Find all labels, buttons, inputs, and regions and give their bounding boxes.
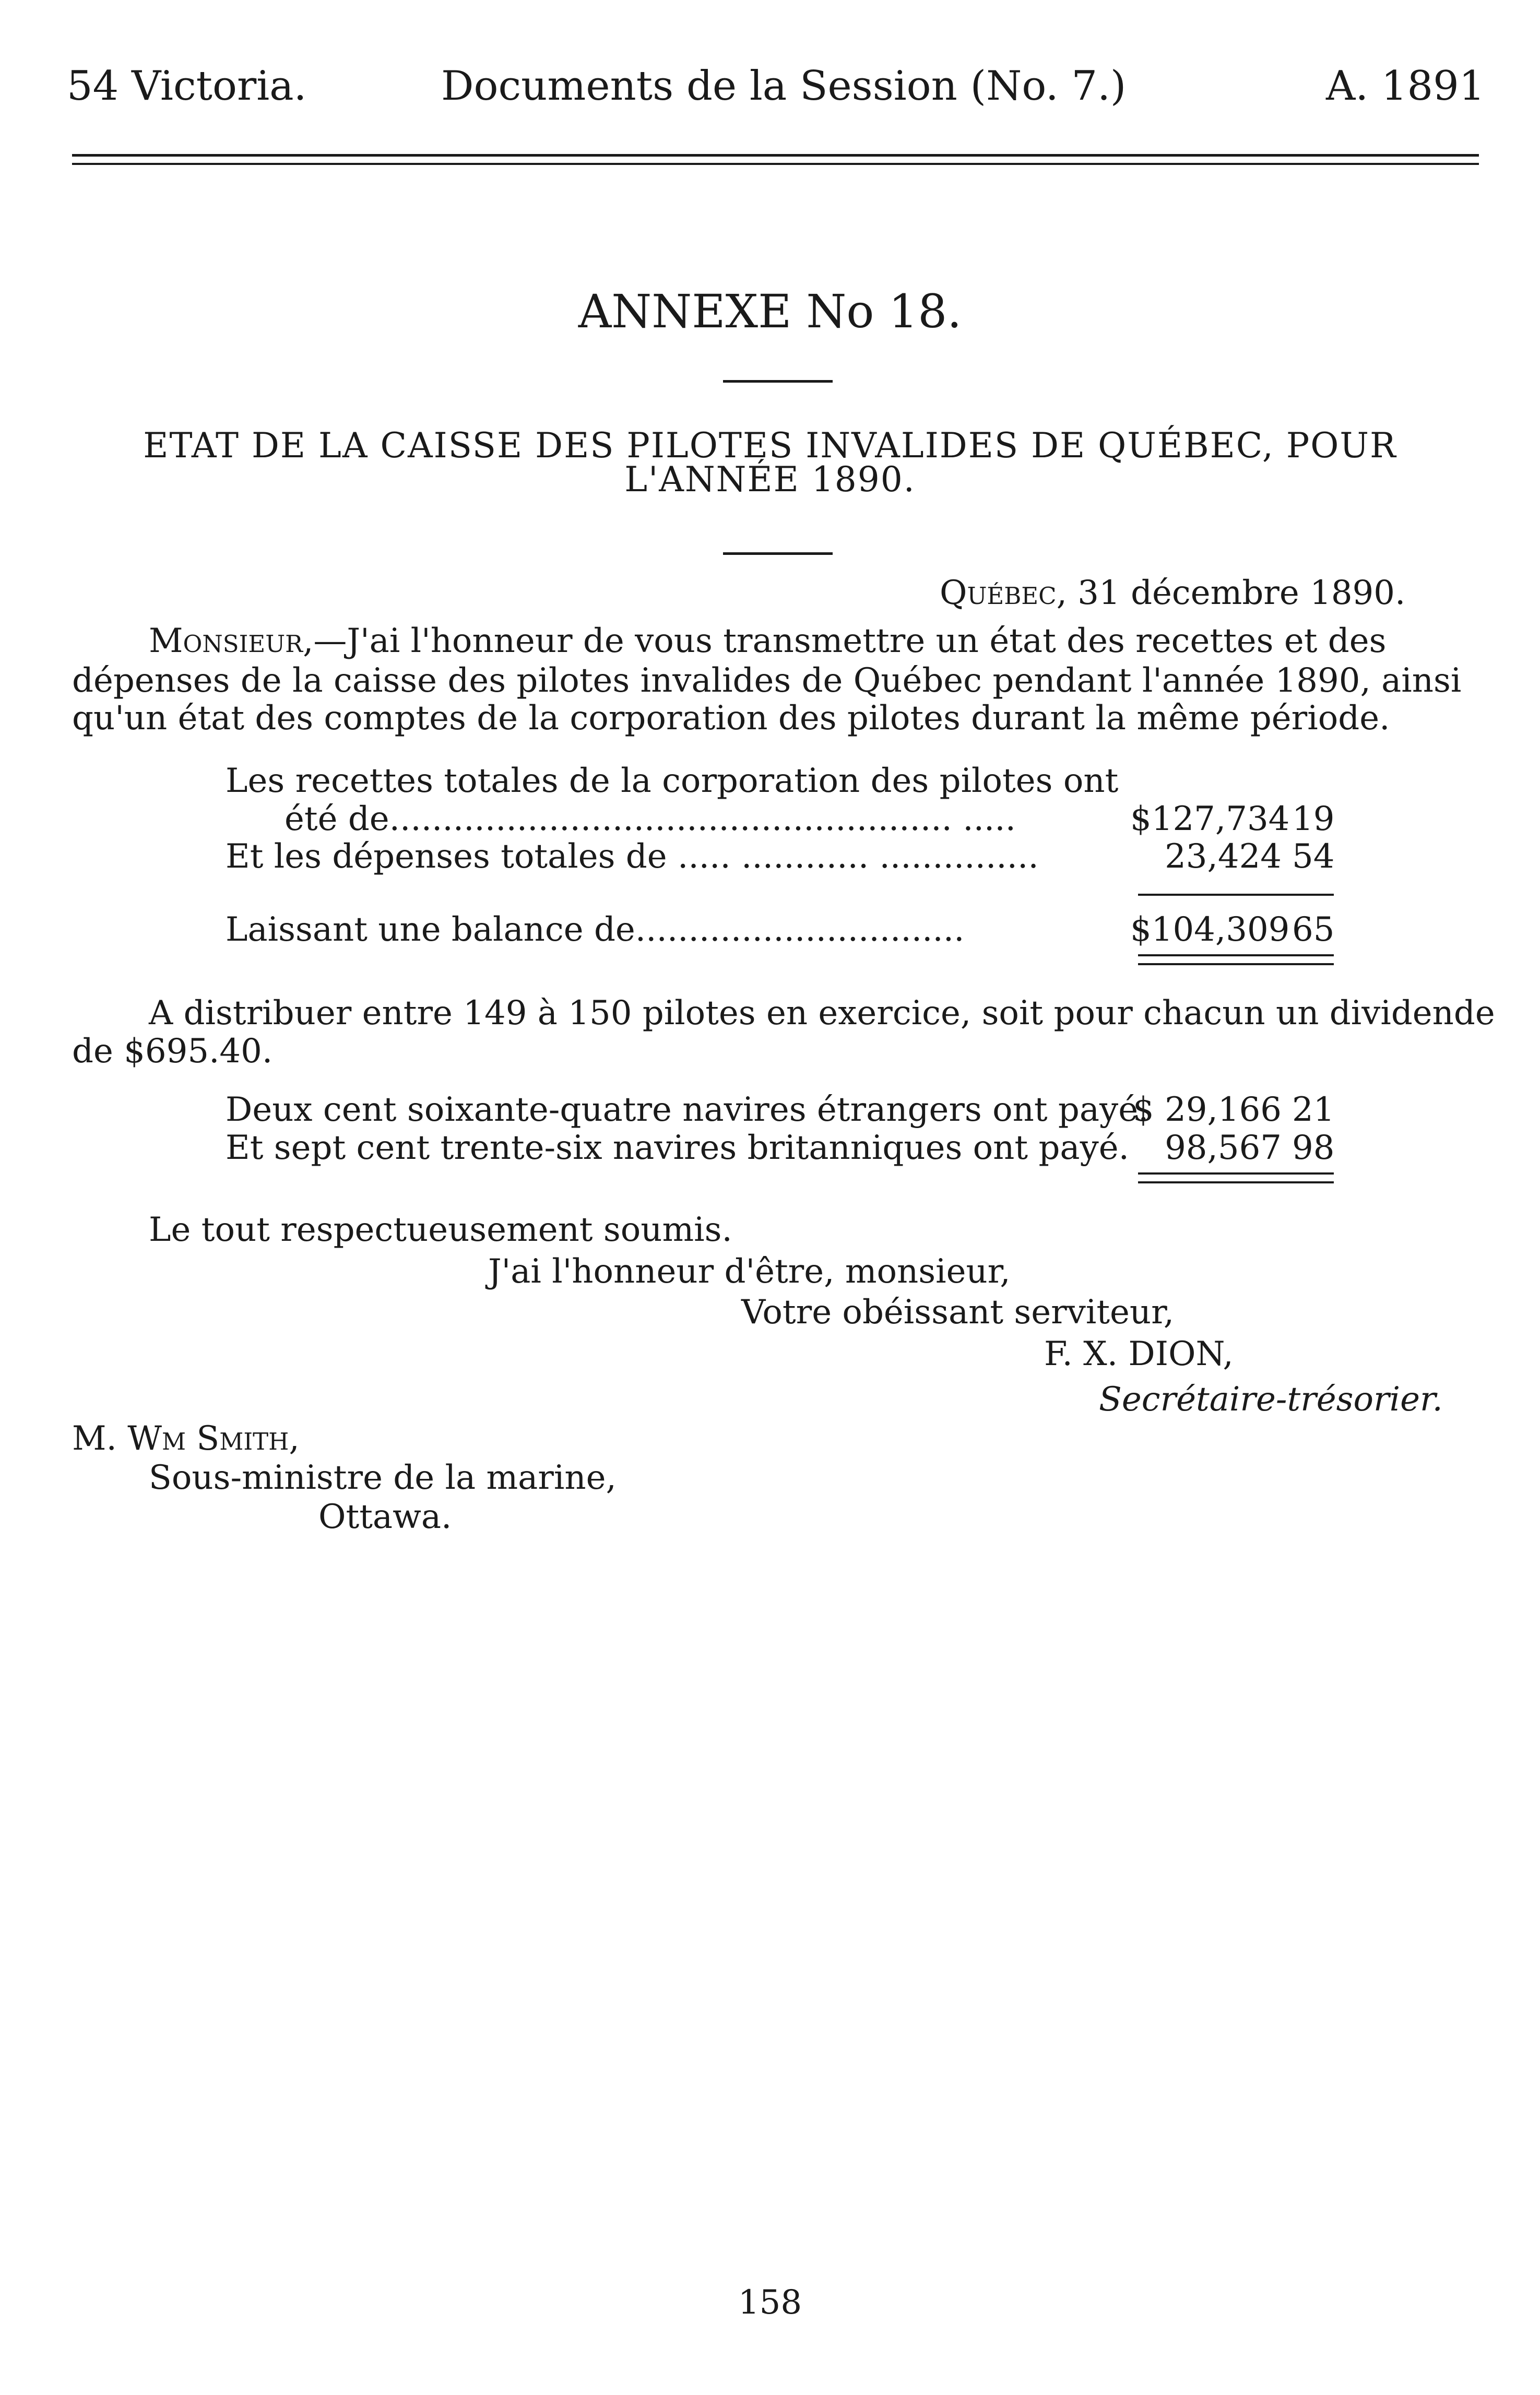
balance-dollars: $104,309 bbox=[1130, 910, 1290, 949]
header-right: A. 1891 bbox=[1326, 63, 1485, 110]
dateline-date: , 31 décembre 1890. bbox=[1056, 574, 1406, 612]
subtitle-line2: L'ANNÉE 1890. bbox=[624, 459, 916, 500]
page-number: 158 bbox=[738, 2283, 802, 2322]
ships-foreign-dollars: $ 29,166 bbox=[1133, 1090, 1282, 1129]
letter-para1-l1: ,—J'ai l'honneur de vous transmettre un état des recettes et des bbox=[303, 622, 1387, 660]
receipts-label-l1: Les recettes totales de la corporation des pilotes ont bbox=[226, 762, 1119, 800]
addressee-city: Ottawa. bbox=[318, 1498, 452, 1536]
receipts-dollars: $127,734 bbox=[1130, 800, 1290, 838]
closing-line3: Votre obéissant serviteur, bbox=[741, 1293, 1175, 1332]
salutation: Monsieur bbox=[149, 622, 303, 660]
balance-cents: 65 bbox=[1292, 910, 1335, 949]
distribution-l2: de $695.40. bbox=[72, 1032, 273, 1071]
subtotal-rule bbox=[1138, 894, 1334, 896]
dateline-place: Québec bbox=[940, 574, 1057, 612]
dateline bbox=[940, 574, 1405, 613]
header-left: 54 Victoria. bbox=[67, 63, 307, 110]
closing-line1: Le tout respectueusement soumis. bbox=[149, 1211, 732, 1249]
letter-line3: qu'un état des comptes de la corporation des pilotes durant la même période. bbox=[72, 699, 1390, 738]
closing-line2: J'ai l'honneur d'être, monsieur, bbox=[488, 1252, 1011, 1291]
balance-label: Laissant une balance de............................... bbox=[226, 910, 965, 949]
title-rule bbox=[723, 380, 833, 383]
ships-foreign-label: Deux cent soixante-quatre navires étrangers ont payé. bbox=[226, 1090, 1149, 1129]
signature-role: Secrétaire-trésorier. bbox=[1099, 1380, 1443, 1419]
ships-rule-2 bbox=[1138, 1181, 1334, 1183]
ships-british-dollars: 98,567 bbox=[1165, 1129, 1282, 1167]
expenses-dollars: 23,424 bbox=[1165, 837, 1282, 876]
header-rule-top bbox=[72, 154, 1479, 157]
signature: F. X. DION, bbox=[1044, 1335, 1234, 1373]
page-title: ANNEXE No 18. bbox=[578, 284, 962, 338]
letter-line1 bbox=[149, 622, 1386, 661]
addressee-title: Sous-ministre de la marine, bbox=[149, 1459, 617, 1497]
ships-rule-1 bbox=[1138, 1172, 1334, 1175]
receipts-label-l2: été de..................................................... ..... bbox=[285, 800, 1016, 838]
receipts-cents: 19 bbox=[1292, 800, 1335, 838]
subtitle-line1: ETAT DE LA CAISSE DES PILOTES INVALIDES DE QUÉBEC, POUR bbox=[143, 425, 1397, 466]
balance-rule-1 bbox=[1138, 954, 1334, 956]
header-center: Documents de la Session (No. 7.) bbox=[441, 63, 1127, 110]
ships-british-cents: 98 bbox=[1292, 1129, 1335, 1167]
expenses-label: Et les dépenses totales de ..... ............ ............... bbox=[226, 837, 1039, 876]
letter-line2: dépenses de la caisse des pilotes invalides de Québec pendant l'année 1890, ainsi bbox=[72, 661, 1462, 700]
subtitle-rule bbox=[723, 552, 833, 555]
ships-british-label: Et sept cent trente-six navires britanniques ont payé. bbox=[226, 1129, 1129, 1167]
ships-foreign-cents: 21 bbox=[1292, 1090, 1335, 1129]
addressee-name: M. Wm Smith, bbox=[72, 1419, 300, 1458]
balance-rule-2 bbox=[1138, 963, 1334, 965]
expenses-cents: 54 bbox=[1292, 837, 1335, 876]
header-rule-bottom bbox=[72, 163, 1479, 165]
distribution-l1: A distribuer entre 149 à 150 pilotes en exercice, soit pour chacun un dividende bbox=[149, 994, 1495, 1033]
